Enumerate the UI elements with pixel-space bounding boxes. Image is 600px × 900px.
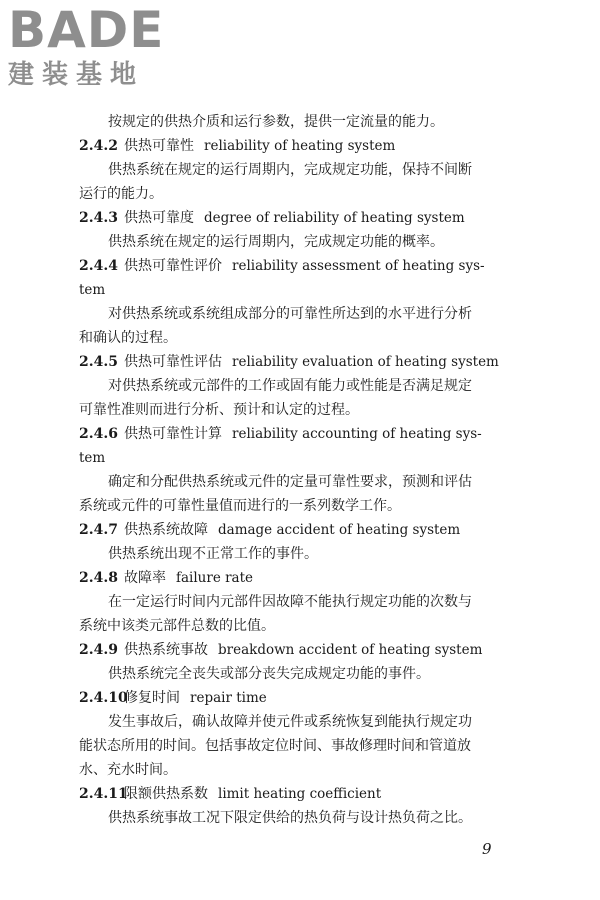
term-english: reliability assessment of heating sys- bbox=[232, 258, 485, 274]
term-number: 2.4.10 bbox=[79, 690, 128, 706]
term-number: 2.4.3 bbox=[79, 210, 118, 226]
term-number: 2.4.5 bbox=[79, 354, 118, 370]
definition-line: 水、充水时间。 bbox=[79, 762, 177, 778]
term-chinese: 供热可靠性评估 bbox=[124, 354, 222, 370]
term-heading bbox=[79, 686, 509, 710]
definition-line: 供热系统完全丧失或部分丧失完成规定功能的事件。 bbox=[108, 666, 430, 682]
bade-logo bbox=[8, 2, 178, 94]
term-heading bbox=[79, 518, 509, 542]
term-english: repair time bbox=[190, 690, 267, 706]
definition-line: 供热系统事故工况下限定供给的热负荷与设计热负荷之比。 bbox=[108, 810, 472, 826]
term-heading bbox=[79, 782, 509, 806]
term-english: limit heating coefficient bbox=[218, 786, 382, 802]
term-heading bbox=[79, 134, 509, 158]
term-heading bbox=[79, 422, 509, 446]
term-english: breakdown accident of heating system bbox=[218, 642, 483, 658]
term-english: damage accident of heating system bbox=[218, 522, 461, 538]
definition-line: 供热系统出现不正常工作的事件。 bbox=[108, 546, 318, 562]
term-number: 2.4.8 bbox=[79, 570, 118, 586]
term-number: 2.4.4 bbox=[79, 258, 118, 274]
term-number: 2.4.6 bbox=[79, 426, 118, 442]
definition-line: 系统中该类元部件总数的比值。 bbox=[79, 618, 275, 634]
term-heading bbox=[79, 566, 509, 590]
term-number: 2.4.2 bbox=[79, 138, 118, 154]
term-heading bbox=[79, 206, 509, 230]
term-english-continuation: tem bbox=[79, 450, 106, 466]
definition-line: 供热系统在规定的运行周期内，完成规定功能，保持不间断 bbox=[108, 162, 472, 178]
term-chinese: 供热系统故障 bbox=[124, 522, 208, 538]
term-number: 2.4.11 bbox=[79, 786, 128, 802]
page-number: 9 bbox=[482, 840, 492, 858]
term-english: reliability accounting of heating sys- bbox=[232, 426, 482, 442]
term-heading bbox=[79, 638, 509, 662]
logo-subtitle: 建装基地 bbox=[8, 60, 145, 90]
definition-line: 发生事故后，确认故障并使元件或系统恢复到能执行规定功 bbox=[108, 714, 472, 730]
term-chinese: 限额供热系数 bbox=[124, 786, 208, 802]
term-chinese: 故障率 bbox=[124, 570, 166, 586]
logo-wordmark: BADE bbox=[8, 1, 165, 59]
term-chinese: 供热可靠性 bbox=[124, 138, 194, 154]
term-heading bbox=[79, 254, 509, 278]
term-chinese: 供热可靠性评价 bbox=[124, 258, 222, 274]
definition-line: 确定和分配供热系统或元件的定量可靠性要求，预测和评估 bbox=[108, 474, 472, 490]
term-english: degree of reliability of heating system bbox=[204, 210, 465, 226]
intro-paragraph: 按规定的供热介质和运行参数，提供一定流量的能力。 bbox=[108, 114, 444, 130]
term-english-continuation: tem bbox=[79, 282, 106, 298]
definition-line: 运行的能力。 bbox=[79, 186, 163, 202]
definition-line: 和确认的过程。 bbox=[79, 330, 177, 346]
term-chinese: 供热可靠度 bbox=[124, 210, 194, 226]
definition-line: 系统或元件的可靠性量值而进行的一系列数学工作。 bbox=[79, 498, 401, 514]
definition-line: 供热系统在规定的运行周期内，完成规定功能的概率。 bbox=[108, 234, 444, 250]
definition-line: 对供热系统或系统组成部分的可靠性所达到的水平进行分析 bbox=[108, 306, 472, 322]
term-heading bbox=[79, 350, 509, 374]
term-english: reliability of heating system bbox=[204, 138, 396, 154]
term-english: reliability evaluation of heating system bbox=[232, 354, 499, 370]
definition-line: 在一定运行时间内元部件因故障不能执行规定功能的次数与 bbox=[108, 594, 472, 610]
term-chinese: 修复时间 bbox=[124, 690, 180, 706]
term-number: 2.4.7 bbox=[79, 522, 118, 538]
term-english: failure rate bbox=[176, 570, 254, 586]
term-list bbox=[79, 134, 509, 830]
definition-line: 对供热系统或元部件的工作或固有能力或性能是否满足规定 bbox=[108, 378, 472, 394]
document-body bbox=[79, 110, 509, 830]
definition-line: 能状态所用的时间。包括事故定位时间、事故修理时间和管道放 bbox=[79, 738, 471, 754]
term-number: 2.4.9 bbox=[79, 642, 118, 658]
definition-line: 可靠性准则而进行分析、预计和认定的过程。 bbox=[79, 402, 359, 418]
term-chinese: 供热可靠性计算 bbox=[124, 426, 222, 442]
term-chinese: 供热系统事故 bbox=[124, 642, 208, 658]
